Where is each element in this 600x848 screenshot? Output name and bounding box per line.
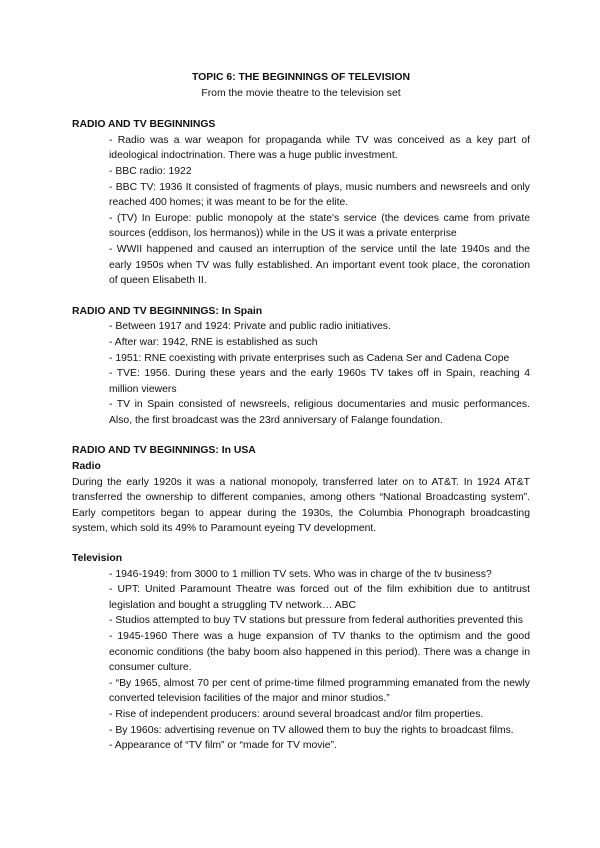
section-heading: RADIO AND TV BEGINNINGS — [72, 119, 216, 131]
document-page — [72, 70, 530, 754]
list-item: - Between 1917 and 1924: Private and public radio initiatives. — [109, 321, 391, 333]
bullet-list — [72, 133, 530, 289]
list-item: - Radio was a war weapon for propaganda while TV was conceived as a key part of ideological indoctrination. There was a huge public investment. — [109, 134, 530, 162]
list-item: - By 1960s: advertising revenue on TV allowed them to buy the rights to broadcast films. — [109, 724, 514, 736]
list-item: - BBC TV: 1936 It consisted of fragments of plays, music numbers and newsreels and only reached 400 homes; it was meant to be for the elite. — [109, 181, 530, 209]
radio-paragraph: During the early 1920s it was a national monopoly, transferred later on to AT&T. In 1924 AT&T transferred the ownership to different companies, among others “National Broadcasting system”. Early competitors began to appear during the 1930s, the Columbia Phonograph broadcasting system, which sold its 49% to Paramount eyeing TV development. — [72, 476, 530, 535]
bullet-list — [72, 319, 530, 428]
subsection-heading-television: Television — [72, 553, 123, 565]
section-radio-tv-beginnings — [72, 117, 530, 289]
list-item: - WWII happened and caused an interruption of the service until the late 1940s and the early 1950s when TV was fully established. An important event took place, the coronation of queen Elisabeth II. — [109, 243, 530, 287]
list-item: - TVE: 1956. During these years and the early 1960s TV takes off in Spain, reaching 4 million viewers — [109, 368, 530, 395]
list-item: - Rise of independent producers: around several broadcast and/or film properties. — [109, 708, 484, 720]
list-item: - Studios attempted to buy TV stations but pressure from federal authorities prevented this — [109, 615, 523, 627]
list-item: - “By 1965, almost 70 per cent of prime-time filmed programming emanated from the newly converted television facilities of the major and minor studios.” — [109, 677, 530, 705]
document-subtitle: From the movie theatre to the television set — [201, 87, 401, 99]
section-usa — [72, 443, 530, 753]
list-item: - BBC radio: 1922 — [109, 165, 192, 177]
list-item: - 1946-1949: from 3000 to 1 million TV sets. Who was in charge of the tv business? — [109, 568, 492, 580]
bullet-list — [72, 567, 530, 754]
list-item: - TV in Spain consisted of newsreels, religious documentaries and music performances. Also, the first broadcast was the 23rd anniversary of Falange foundation. — [109, 399, 530, 426]
list-item: - After war: 1942, RNE is established as such — [109, 336, 318, 348]
list-item: - Appearance of “TV film” or “made for TV movie”. — [109, 740, 337, 752]
document-title: TOPIC 6: THE BEGINNINGS OF TELEVISION — [191, 72, 411, 83]
subsection-heading-radio: Radio — [72, 461, 101, 473]
section-spain — [72, 304, 530, 429]
list-item: - UPT: United Paramount Theatre was forced out of the film exhibition due to antitrust legislation and bought a struggling TV network… ABC — [109, 584, 530, 611]
section-heading: RADIO AND TV BEGINNINGS: In Spain — [72, 305, 263, 317]
section-heading: RADIO AND TV BEGINNINGS: In USA — [72, 445, 256, 457]
list-item: - (TV) In Europe: public monopoly at the state's service (the devices came from private sources (eddison, los hermanos)) while in the US it was a private enterprise — [109, 212, 530, 240]
list-item: - 1951: RNE coexisting with private enterprises such as Cadena Ser and Cadena Cope — [109, 352, 510, 364]
list-item: - 1945-1960 There was a huge expansion of TV thanks to the optimism and the good economic conditions (the baby boom also happened in this period). There was a change in consumer culture. — [109, 631, 530, 674]
